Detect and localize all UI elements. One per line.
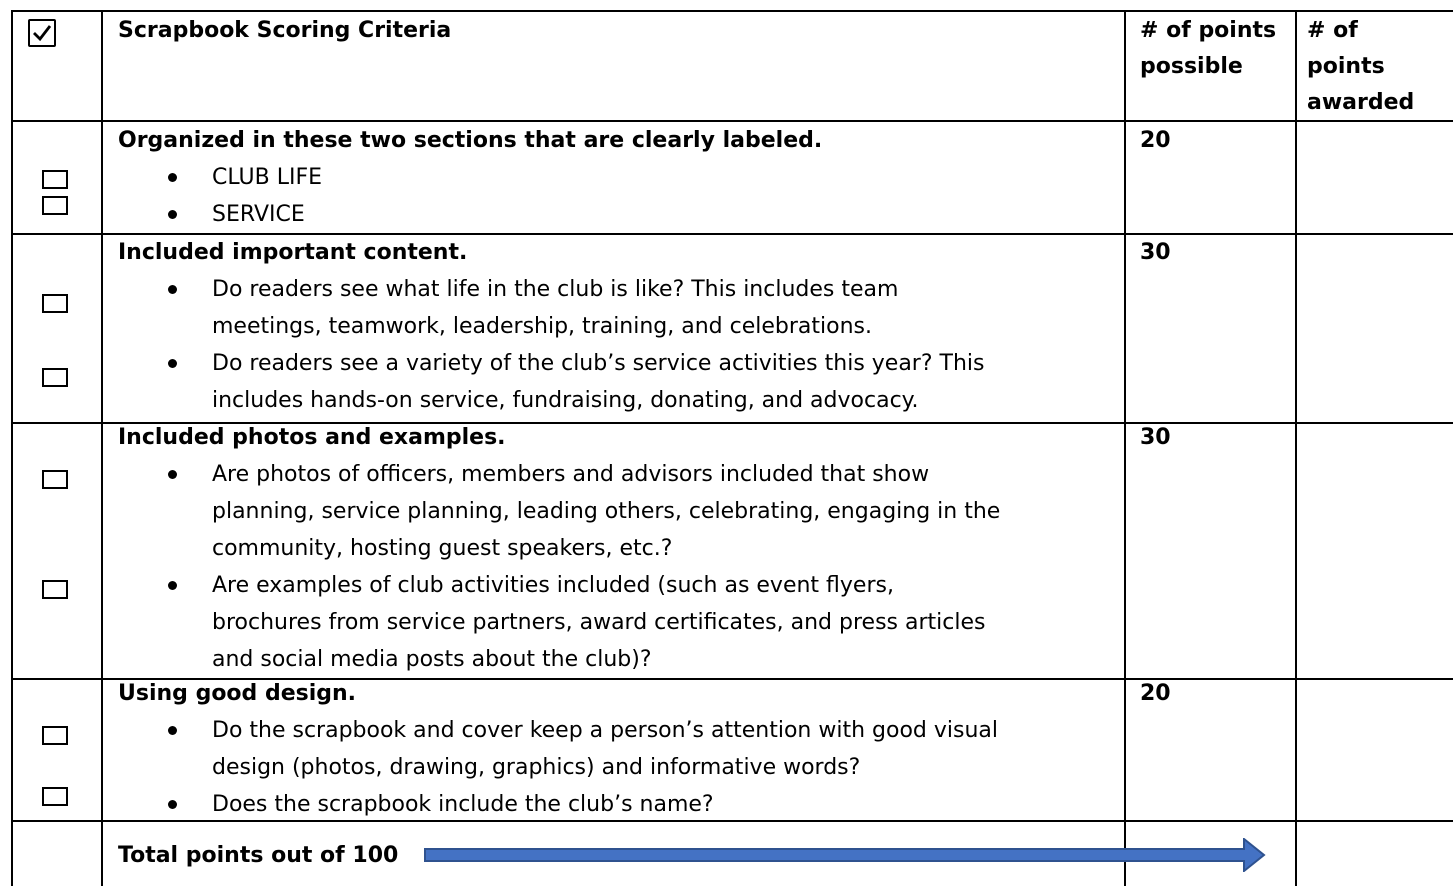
bullet-icon xyxy=(168,285,177,294)
criteria-header: Scrapbook Scoring Criteria xyxy=(118,18,452,43)
criterion-bullets xyxy=(118,271,984,419)
criterion-title: Included photos and examples. xyxy=(118,425,506,450)
bullet-icon xyxy=(168,210,177,219)
criterion-bullets xyxy=(118,712,998,823)
row-checkbox[interactable] xyxy=(42,368,68,387)
list-item-continuation: meetings, teamwork, leadership, training, and celebrations. xyxy=(212,314,872,339)
bullet-icon xyxy=(168,173,177,182)
criterion-bullets xyxy=(118,456,1000,678)
list-item: Do the scrapbook and cover keep a person’s attention with good visual xyxy=(118,712,998,749)
row-checkbox[interactable] xyxy=(42,170,68,189)
points-possible-value: 20 xyxy=(1140,128,1171,153)
bullet-icon xyxy=(168,726,177,735)
points-awarded-header-line2: points xyxy=(1307,54,1385,79)
list-item-continuation: community, hosting guest speakers, etc.? xyxy=(212,536,673,561)
bullet-icon xyxy=(168,359,177,368)
total-label: Total points out of 100 xyxy=(118,843,399,868)
bullet-icon xyxy=(168,581,177,590)
table-rule xyxy=(1295,10,1297,886)
right-arrow-icon xyxy=(424,838,1266,872)
row-checkbox[interactable] xyxy=(42,470,68,489)
list-item: Are examples of club activities included (such as event flyers, xyxy=(118,567,1000,604)
list-item-continuation: planning, service planning, leading others, celebrating, engaging in the xyxy=(212,499,1001,524)
list-item-continuation: brochures from service partners, award certificates, and press articles xyxy=(212,610,986,635)
table-rule xyxy=(11,120,1453,122)
list-item-continuation: includes hands-on service, fundraising, donating, and advocacy. xyxy=(212,388,919,413)
points-possible-header-line2: possible xyxy=(1140,54,1243,79)
list-item-continuation: design (photos, drawing, graphics) and informative words? xyxy=(212,755,861,780)
list-item-continuation: and social media posts about the club)? xyxy=(212,647,652,672)
checkmark-icon xyxy=(30,21,54,45)
criterion-title: Organized in these two sections that are clearly labeled. xyxy=(118,128,823,153)
criterion-title: Using good design. xyxy=(118,681,357,706)
list-item: Are photos of officers, members and advisors included that show xyxy=(118,456,1000,493)
list-item: SERVICE xyxy=(118,196,322,233)
table-rule xyxy=(11,10,1453,12)
bullet-icon xyxy=(168,800,177,809)
row-checkbox[interactable] xyxy=(42,787,68,806)
criterion-bullets xyxy=(118,159,322,233)
table-rule xyxy=(101,10,103,886)
header-checkbox[interactable] xyxy=(28,19,56,47)
row-checkbox[interactable] xyxy=(42,580,68,599)
points-possible-value: 20 xyxy=(1140,681,1171,706)
bullet-icon xyxy=(168,470,177,479)
points-possible-value: 30 xyxy=(1140,425,1171,450)
points-possible-value: 30 xyxy=(1140,240,1171,265)
table-rule xyxy=(1124,10,1126,886)
row-checkbox[interactable] xyxy=(42,294,68,313)
list-item: CLUB LIFE xyxy=(118,159,322,196)
points-awarded-header-line3: awarded xyxy=(1307,90,1415,115)
list-item: Do readers see a variety of the club’s service activities this year? This xyxy=(118,345,984,382)
criterion-title: Included important content. xyxy=(118,240,468,265)
row-checkbox[interactable] xyxy=(42,726,68,745)
row-checkbox[interactable] xyxy=(42,196,68,215)
points-possible-header-line1: # of points xyxy=(1140,18,1277,43)
list-item: Do readers see what life in the club is like? This includes team xyxy=(118,271,984,308)
points-awarded-header-line1: # of xyxy=(1307,18,1358,43)
list-item: Does the scrapbook include the club’s name? xyxy=(118,786,998,823)
table-rule xyxy=(11,10,13,886)
